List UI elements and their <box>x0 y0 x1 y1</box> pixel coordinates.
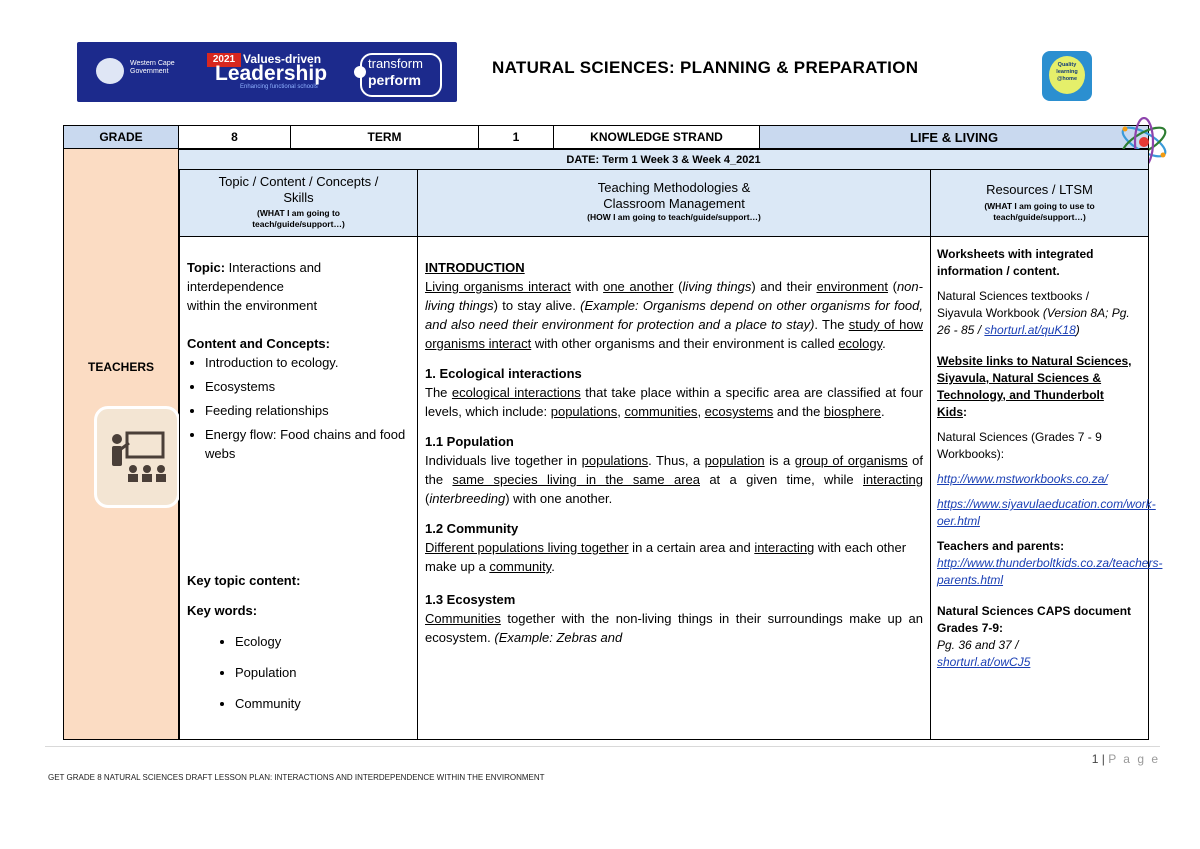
list-item: • Energy flow: Food chains and food webs <box>205 425 412 463</box>
method-column-header: Teaching Methodologies & Classroom Management (HOW I am going to teach/guide/support…) <box>417 170 931 237</box>
grade-label: GRADE <box>63 125 179 149</box>
list-item: • Introduction to ecology. <box>205 353 412 372</box>
key-content-label: Key topic content: <box>187 573 301 588</box>
intro-heading: INTRODUCTION <box>425 260 525 275</box>
term-label: TERM <box>290 125 479 149</box>
worksheets-text: Worksheets with integrated information / content. <box>937 247 1094 278</box>
footer-lesson-plan-title: GET GRADE 8 NATURAL SCIENCES DRAFT LESSON PLAN: INTERACTIONS AND INTERDEPENDENCE WITHIN THE ENVIRONMENT <box>48 773 545 782</box>
list-item: • Ecosystems <box>205 377 412 396</box>
population-paragraph: Individuals live together in populations. Thus, a population is a group of organisms of the same species living in the same area at a given time, while interacting (interbreeding) with one another. <box>425 453 923 506</box>
mstworkbooks-link[interactable]: http://www.mstworkbooks.co.za/ <box>937 472 1108 486</box>
teacher-presentation-icon <box>94 406 180 508</box>
textbooks-text: Natural Sciences textbooks / Siyavula Workbook (Version 8A; Pg. 26 - 85 / shorturl.at/quK18) <box>937 289 1130 337</box>
page-number: 1 | P a g e <box>1091 752 1160 766</box>
list-item: • Ecology <box>235 632 412 651</box>
resources-column-header: Resources / LTSM (WHAT I am going to use to teach/guide/support…) <box>930 170 1149 237</box>
ecological-interactions-heading: 1. Ecological interactions <box>425 366 582 381</box>
banner-tagline: Enhancing functional schools <box>240 84 318 90</box>
website-links-heading: Website links to Natural Sciences, Siyavula, Natural Sciences & Technology, and Thunderbolt Kids <box>937 354 1132 419</box>
grade-value: 8 <box>178 125 291 149</box>
ecological-interactions-paragraph: The ecological interactions that take place within a specific area are classified at four levels, which include: populations, communities, ecosystems and the biosphere. <box>425 385 924 419</box>
community-heading: 1.2 Community <box>425 521 519 536</box>
page-title: NATURAL SCIENCES: PLANNING & PREPARATION <box>492 58 919 77</box>
badge-dot-icon <box>354 66 366 78</box>
footer-divider <box>45 746 1160 747</box>
list-item: • Population <box>235 663 412 682</box>
wcg-name: Western Cape Government <box>130 60 175 75</box>
caps-shorturl-link[interactable]: shorturl.at/owCJ5 <box>937 655 1031 669</box>
banner-perform: perform <box>368 72 421 88</box>
topic-content: Topic: Interactions and interdependence within the environment Content and Concepts: • Introduction to ecology. • Ecosystems • Feeding relationships • Energy flow: Food chains and food webs Key topic content: Key words: • Ecology • Population • Community <box>187 258 412 725</box>
topic-column-header: Topic / Content / Concepts / Skills (WHAT I am going to teach/guide/support…) <box>179 170 418 237</box>
teachers-label: TEACHERS <box>87 360 154 374</box>
strand-label: KNOWLEDGE STRAND <box>553 125 760 149</box>
caps-heading: Natural Sciences CAPS document Grades 7-9: <box>937 604 1132 635</box>
caps-pages: Pg. 36 and 37 / <box>937 638 1019 652</box>
list-item: • Community <box>235 694 412 713</box>
resources-content: Worksheets with integrated information / content. Natural Sciences textbooks / Siyavula Workbook (Version 8A; Pg. 26 - 85 / shorturl.at/quK18) Website links to Natural Sciences, Siyavula, Natural Sciences & Technology, and Thunderbolt Kids: Natural Sciences (Grades 7 - 9 Workbooks): http://www.mstworkbooks.co.za/ https://www.siyavulaeducation.com/work-oer.html Teachers and parents: http://www.thunderboltkids.co.za/teachers-parents.html Natural Sciences CAPS document Grades 7-9: Pg. 36 and 37 / shorturl.at/owCJ5 <box>937 247 1163 669</box>
intro-paragraph: Living organisms interact with one another (living things) and their environment (non-living things) to stay alive. (Example: Organisms depend on other organisms for food, and also need their environment for protection and a place to stay). The study of how organisms interact with other organisms and their environment is called ecology. <box>425 279 924 351</box>
siyavula-oer-link[interactable]: https://www.siyavulaeducation.com/work-oer.html <box>937 497 1156 528</box>
topic-label: Topic: <box>187 260 226 275</box>
banner-values-driven: Values-driven <box>243 52 322 66</box>
ecosystem-heading: 1.3 Ecosystem <box>425 592 516 607</box>
quality-learning-text: Quality learning @home <box>1049 56 1085 94</box>
community-paragraph: Different populations living together in a certain area and interacting with each other make up a community. <box>425 540 907 574</box>
content-label: Content and Concepts: <box>187 336 330 351</box>
strand-value: LIFE & LIVING <box>759 125 1149 149</box>
siyavula-shorturl-link[interactable]: shorturl.at/quK18 <box>984 323 1076 337</box>
banner-transform: transform <box>368 56 423 71</box>
list-item: • Feeding relationships <box>205 401 412 420</box>
key-words-label: Key words: <box>187 603 258 618</box>
key-words-list <box>187 632 412 713</box>
banner-leadership: Leadership <box>215 62 328 85</box>
teachers-parents-heading: Teachers and parents: <box>937 539 1065 553</box>
concepts-list <box>187 353 412 463</box>
ecosystem-paragraph: Communities together with the non-living things in their surroundings make up an ecosystem. (Example: Zebras and <box>425 611 923 645</box>
term-value: 1 <box>478 125 554 149</box>
banner-year: 2021 <box>207 53 241 67</box>
thunderbolt-kids-link[interactable]: http://www.thunderboltkids.co.za/teachers-parents.html <box>937 556 1163 587</box>
method-content <box>425 258 923 647</box>
wcg-crest-icon <box>96 58 124 84</box>
date-row: DATE: Term 1 Week 3 & Week 4_2021 <box>179 149 1149 170</box>
ns-workbooks-text: Natural Sciences (Grades 7 - 9 Workbooks): <box>937 430 1102 461</box>
population-heading: 1.1 Population <box>425 434 514 449</box>
